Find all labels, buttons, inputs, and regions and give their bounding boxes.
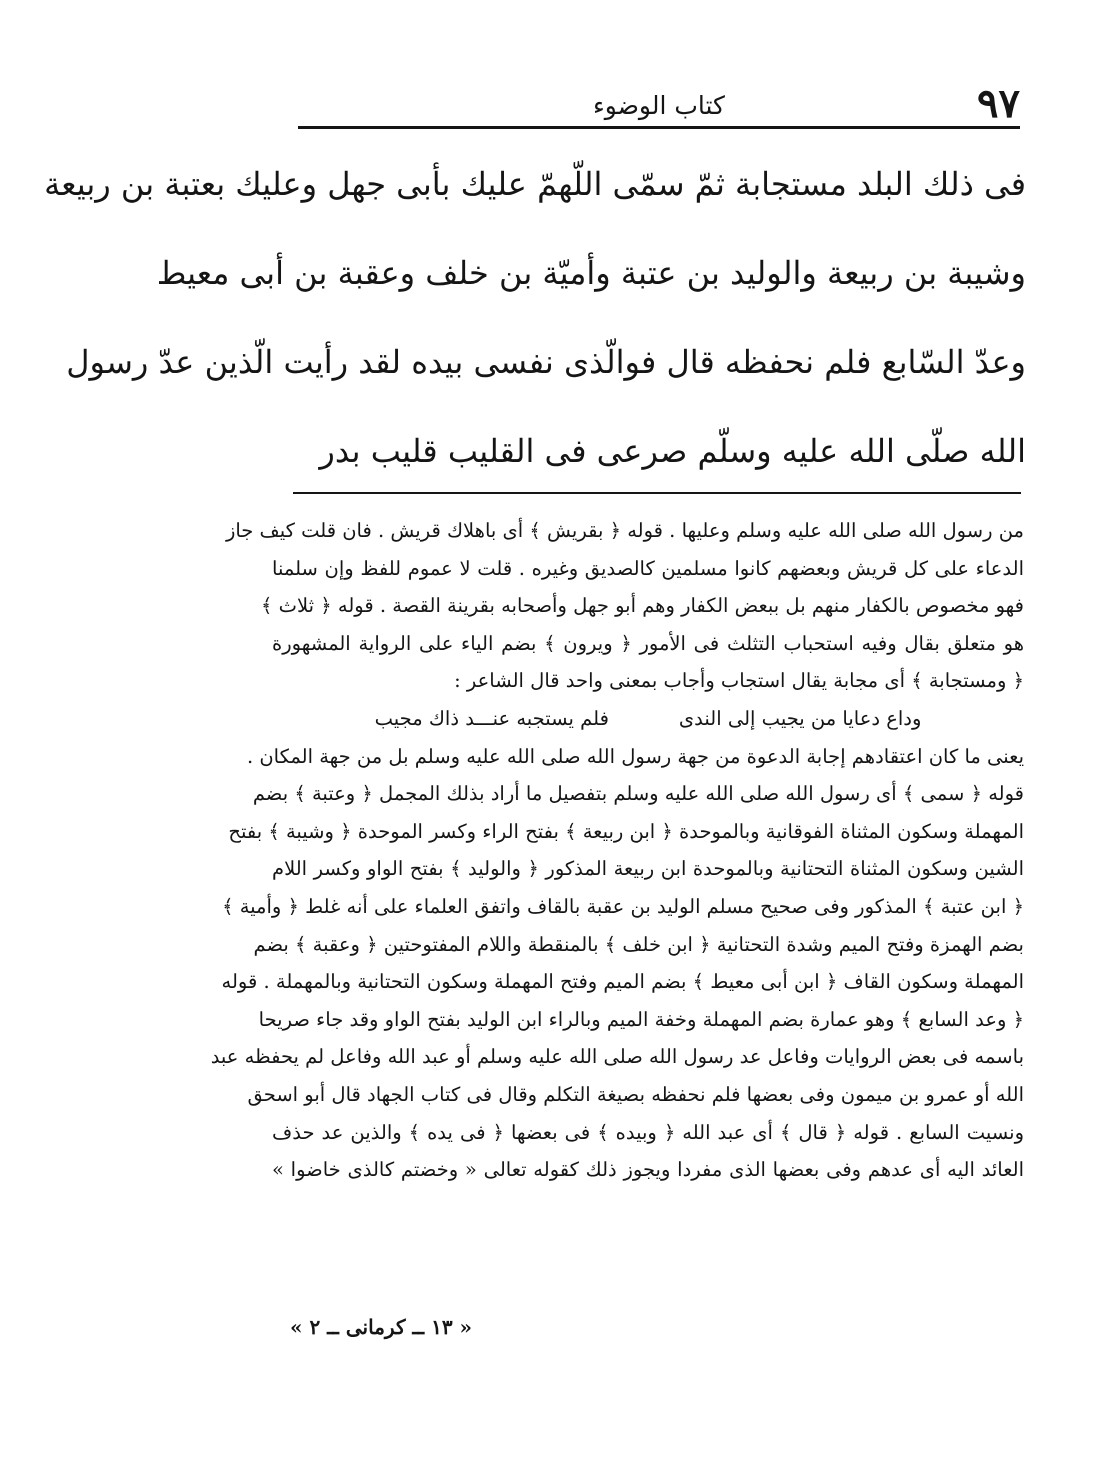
section-divider bbox=[293, 492, 1021, 494]
commentary-line: ﴿ ابن عتبة ﴾ المذكور وفى صحيح مسلم الوليد بن عقبة بالقاف واتفق العلماء على أنه غلط ﴿ وأمية ﴾ bbox=[222, 894, 1024, 918]
main-text-line: وعدّ السّابع فلم نحفظه قال فوالّذى نفسى بيده لقد رأيت الّذين عدّ رسول bbox=[66, 343, 1026, 381]
commentary-line: من رسول الله صلى الله عليه وسلم وعليها . قوله ﴿ بقريش ﴾ أى باهلاك قريش . فان قلت كيف جاز bbox=[225, 519, 1024, 542]
commentary-text bbox=[210, 512, 1024, 1189]
commentary-line: هو متعلق بقال وفيه استحباب التثلث فى الأمور ﴿ ويرون ﴾ بضم الياء على الرواية المشهورة bbox=[272, 631, 1024, 655]
commentary-line: باسمه فى بعض الروايات وفاعل عد رسول الله صلى الله عليه وسلم أو عبد الله وفاعل لم يحفظه عبد bbox=[210, 1045, 1024, 1069]
commentary-line: العائد اليه أى عدهم وفى بعضها الذى مفردا ويجوز ذلك كقوله تعالى « وخضتم كالذى خاضوا » bbox=[272, 1158, 1024, 1182]
commentary-line: يعنى ما كان اعتقادهم إجابة الدعوة من جهة رسول الله صلى الله عليه وسلم بل من جهة المكان . bbox=[246, 744, 1024, 768]
page-header bbox=[298, 80, 1020, 129]
commentary-line: فهو مخصوص بالكفار منهم بل ببعض الكفار وهم أبو جهل وأصحابه بقرينة القصة . قوله ﴿ ثلاث ﴾ bbox=[261, 594, 1024, 618]
commentary-line: ﴿ وعد السابع ﴾ وهو عمارة بضم المهملة وخفة الميم وبالراء ابن الوليد بفتح الواو وقد جاء صريحا bbox=[258, 1007, 1024, 1031]
commentary-line: ونسيت السابع . قوله ﴿ قال ﴾ أى عبد الله ﴿ وبيده ﴾ فى بعضها ﴿ فى يده ﴾ والذين عد حذف bbox=[272, 1120, 1024, 1144]
main-text-line: فى ذلك البلد مستجابة ثمّ سمّى اللّهمّ عليك بأبى جهل وعليك بعتبة بن ربيعة bbox=[44, 165, 1026, 203]
page-number: ٩٧ bbox=[977, 80, 1020, 127]
hadith-main-text bbox=[44, 140, 1026, 496]
commentary-line: الشين وسكون المثناة التحتانية وبالموحدة ابن ربيعة المذكور ﴿ والوليد ﴾ بفتح الواو وكسر اللام bbox=[272, 857, 1024, 881]
commentary-line: الدعاء على كل قريش وبعضهم كانوا مسلمين كالصديق وغيره . قلت لا عموم للفظ وإن سلمنا bbox=[272, 556, 1024, 580]
verse-second-hemistich: فلم يستجبه عنـــد ذاك مجيب bbox=[374, 706, 609, 730]
poetry-verse bbox=[272, 700, 1024, 738]
main-text-line: وشيبة بن ربيعة والوليد بن عتبة وأميّة بن خلف وعقبة بن أبى معيط bbox=[156, 254, 1026, 292]
commentary-line: الله أو عمرو بن ميمون وفى بعضها فلم نحفظه بصيغة التكلم وقال فى كتاب الجهاد قال أبو اسحق bbox=[247, 1082, 1024, 1106]
commentary-line: المهملة وسكون القاف ﴿ ابن أبى معيط ﴾ بضم الميم وفتح المهملة وسكون التحتانية وبالمهملة . قوله bbox=[221, 970, 1024, 994]
running-title: كتاب الوضوء bbox=[593, 91, 725, 120]
commentary-line: المهملة وسكون المثناة الفوقانية وبالموحدة ﴿ ابن ربيعة ﴾ بفتح الراء وكسر الموحدة ﴿ وشيبة ﴾ بفتح bbox=[228, 819, 1024, 843]
commentary-line: بضم الهمزة وفتح الميم وشدة التحتانية ﴿ ابن خلف ﴾ بالمنقطة واللام المفتوحتين ﴿ وعقبة ﴾ بضم bbox=[253, 932, 1024, 956]
commentary-line: ﴿ ومستجابة ﴾ أى مجابة يقال استجاب وأجاب بمعنى واحد قال الشاعر : bbox=[454, 669, 1024, 693]
verse-first-hemistich: وداع دعايا من يجيب إلى الندى bbox=[678, 706, 922, 730]
main-text-line: الله صلّى الله عليه وسلّم صرعى فى القليب قليب بدر bbox=[319, 432, 1026, 470]
signature-mark: « ١٣ ــ كرمانى ــ ٢ » bbox=[290, 1315, 473, 1339]
commentary-line: قوله ﴿ سمى ﴾ أى رسول الله صلى الله عليه وسلم بتفصيل ما أراد بذلك المجمل ﴿ وعتبة ﴾ بضم bbox=[252, 782, 1024, 806]
